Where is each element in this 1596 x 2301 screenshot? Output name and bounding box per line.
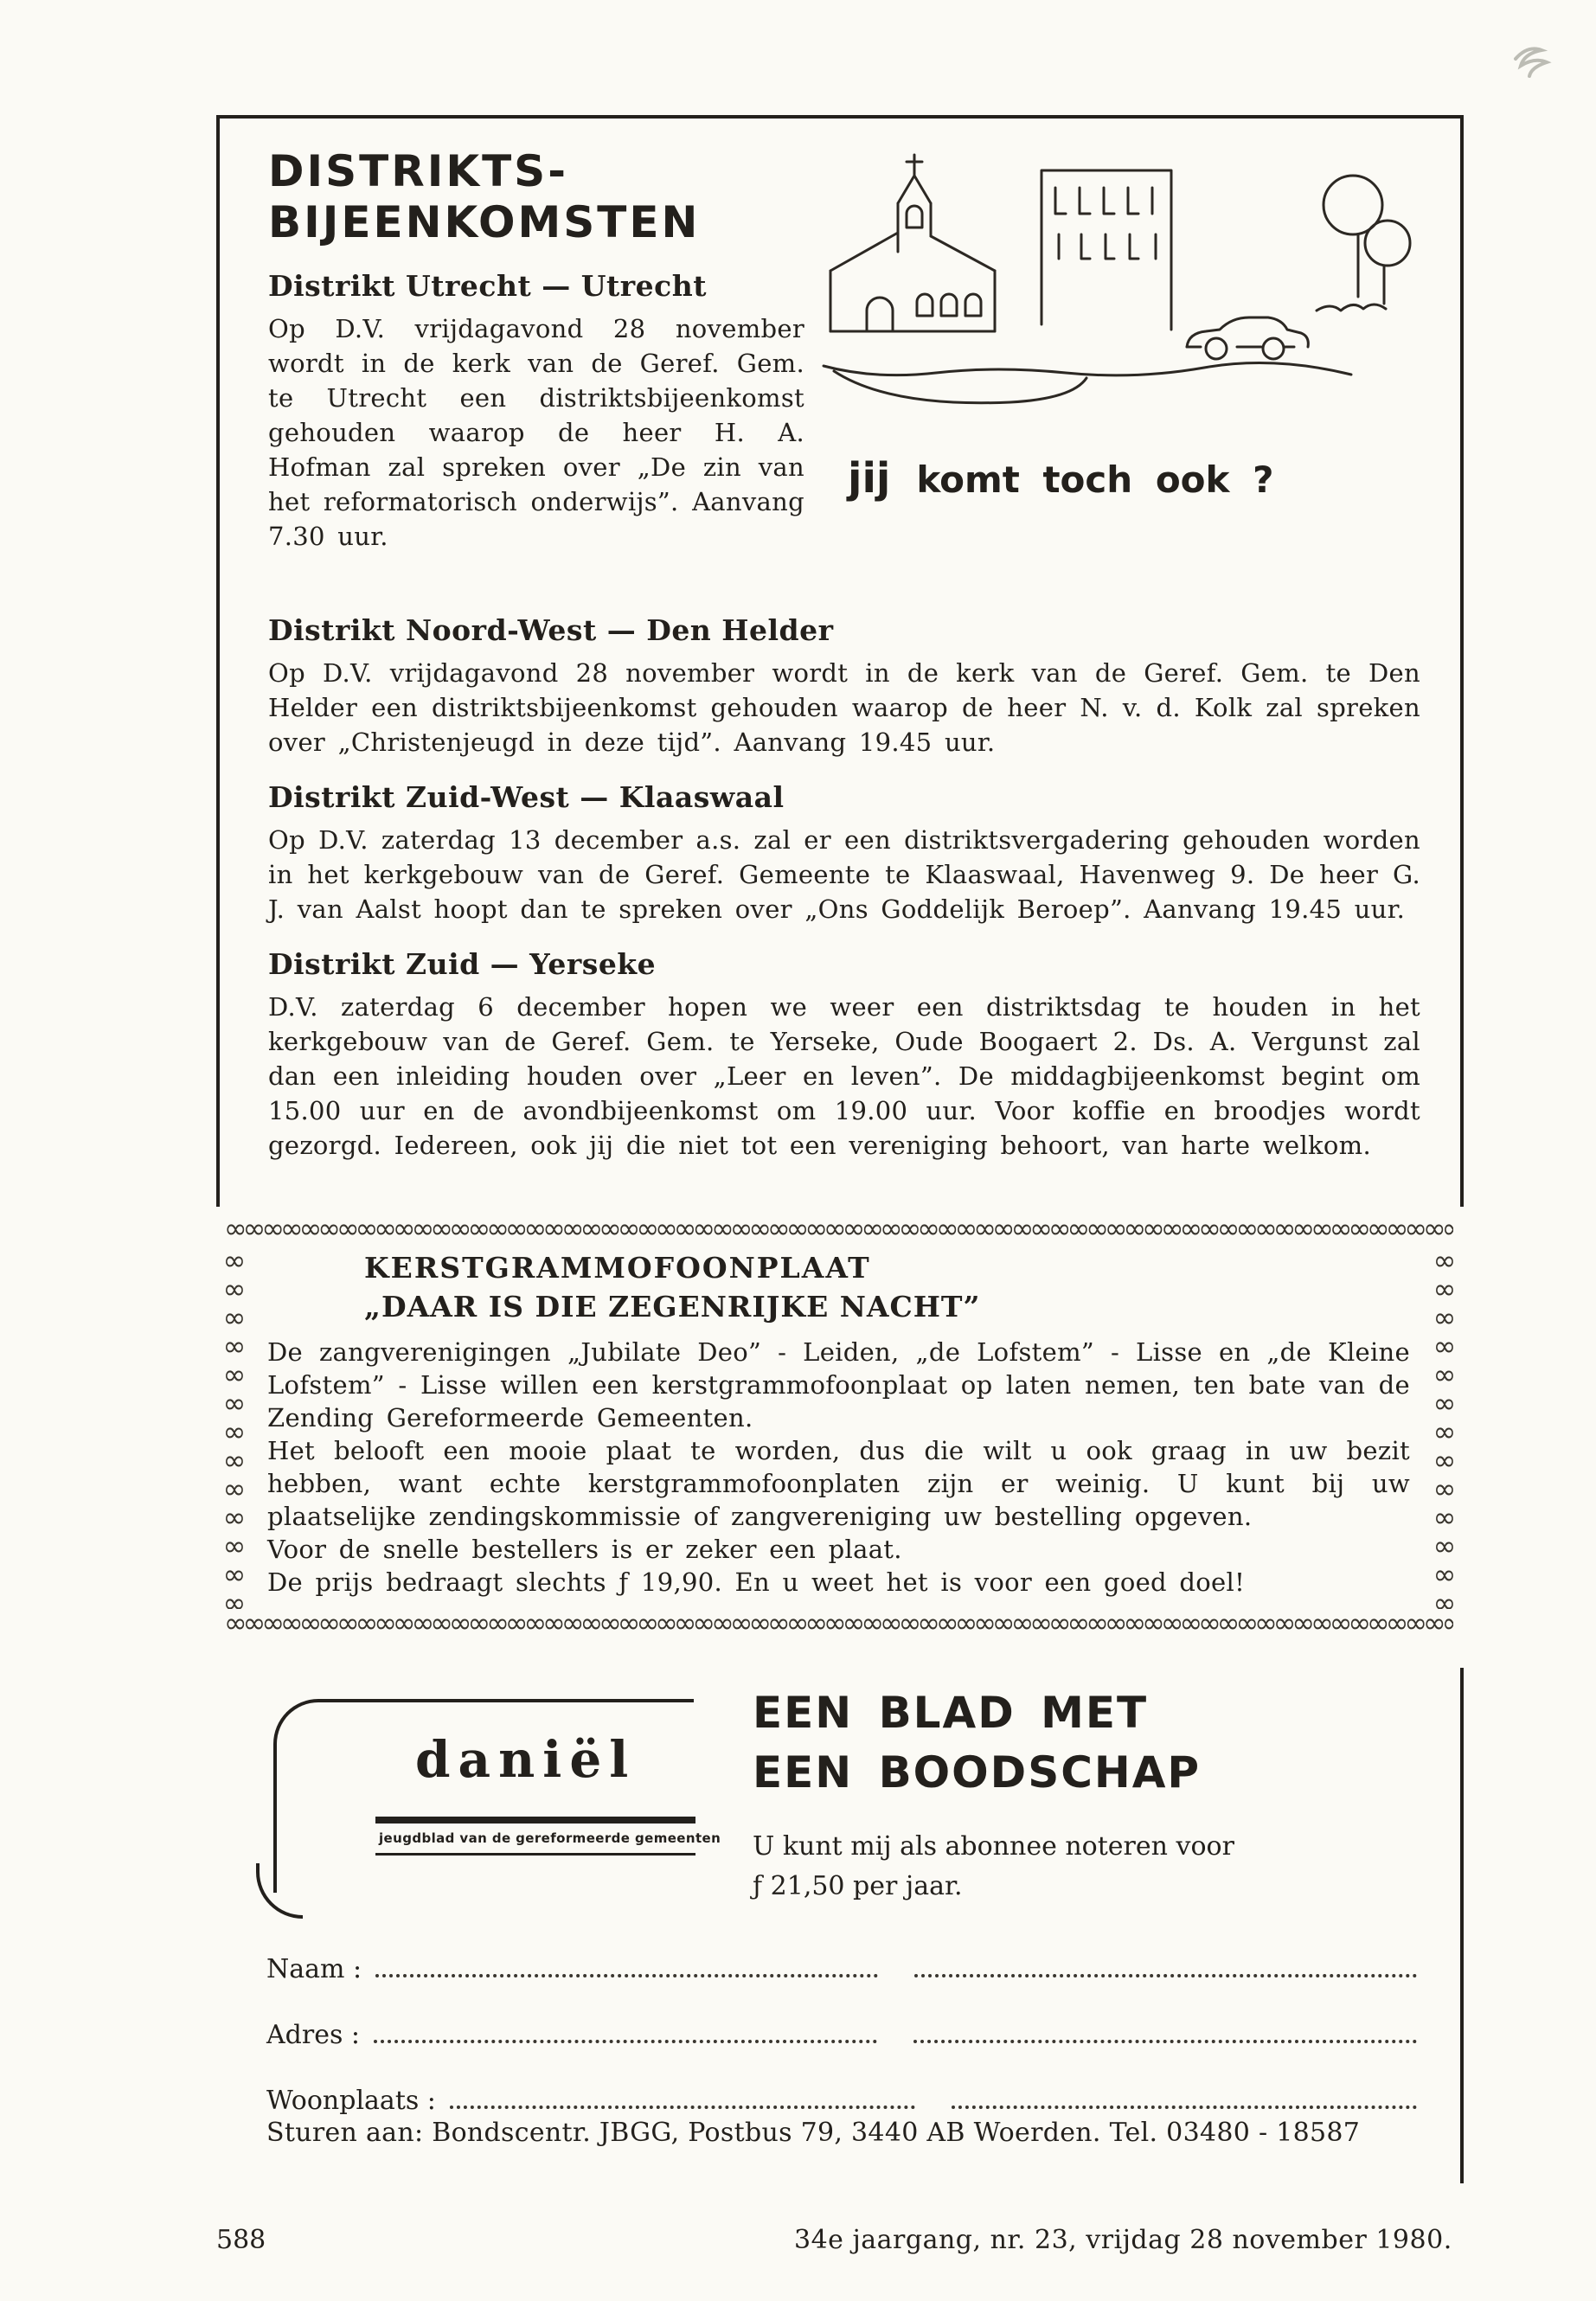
form-label-naam: Naam : — [266, 1954, 362, 1984]
kerst-paragraph-1: De zangverenigingen „Jubilate Deo” - Leiden, „de Lofstem” - Lisse en „de Kleine Lofstem” - Lisse willen een kerstgrammofoonplaat op laten nemen, ten bate van de Zending Gereformeerde Gemeenten. — [267, 1337, 1410, 1433]
form-row-naam — [266, 1920, 1417, 1986]
ad-headline-line1: EEN BLAD MET — [753, 1688, 1149, 1738]
subscription-form — [266, 1920, 1417, 2118]
slogan-word-jij: jij — [848, 454, 891, 503]
chain-border-top — [224, 1213, 1453, 1246]
logo-bracket-bottom — [256, 1863, 303, 1919]
section-heading-den-helder: Distrikt Noord-West — Den Helder — [268, 613, 834, 647]
kerst-paragraph-4: De prijs bedraagt slechts ƒ 19,90. En u weet het is voor een goed doel! — [267, 1567, 1246, 1597]
ad-headline — [753, 1683, 1201, 1803]
chain-border-right — [1427, 1244, 1460, 1609]
chain-border-left — [217, 1244, 250, 1609]
page-number: 588 — [216, 2225, 266, 2255]
districts-title-line2: BIJEENKOMSTEN — [268, 197, 701, 247]
kerst-subtitle: „DAAR IS DIE ZEGENRIJKE NACHT” — [364, 1290, 981, 1324]
kerst-paragraph-3: Voor de snelle bestellers is er zeker een plaat. — [267, 1535, 902, 1564]
kerstgrammofoonplaat-box — [214, 1209, 1464, 1644]
logo-thick-rule — [375, 1817, 695, 1823]
cross-icon — [907, 155, 922, 176]
slogan — [848, 454, 1420, 503]
form-label-woonplaats: Woonplaats : — [266, 2086, 436, 2116]
dotted-line — [913, 2040, 1417, 2043]
logo-bracket-top — [273, 1699, 694, 1893]
section-heading-klaaswaal: Distrikt Zuid-West — Klaaswaal — [268, 780, 785, 814]
kerst-paragraph-2: Het belooft een mooie plaat te worden, dus die wilt u ook graag in uw bezit hebben, want echte kerstgrammofoonplaten zijn er weinig. U kunt bij uw plaatselijke zendingskommissie of zangvereniging uw bestelling opgeven. — [267, 1436, 1410, 1531]
dotted-line — [374, 2040, 877, 2043]
subscribe-line1: U kunt mij als abonnee noteren voor — [753, 1831, 1234, 1862]
section-body-yerseke: D.V. zaterdag 6 december hopen we weer een distriktsdag te houden in het kerkgebouw van de Geref. Gem. te Yerseke, Oude Boogaert 2. Ds. A. Vergunst zal dan een inleiding houden over „Leer en leven”. De middagbijeenkomst begint om 15.00 uur en de avondbijeenkomst om 19.00 uur. Voor koffie en broodjes wordt gezorgd. Iedereen, ook jij die niet tot een vereniging behoort, van harte welkom. — [268, 992, 1420, 1160]
form-row-woonplaats — [266, 2052, 1417, 2118]
subscribe-text — [753, 1827, 1234, 1907]
slogan-rest: komt toch ook ? — [916, 458, 1274, 501]
daniel-wordmark: daniël — [415, 1730, 637, 1789]
subscribe-line2: ƒ 21,50 per jaar. — [753, 1871, 963, 1901]
kerst-title: KERSTGRAMMOFOONPLAAT — [364, 1251, 871, 1285]
section-heading-utrecht: Distrikt Utrecht — Utrecht — [268, 269, 707, 303]
scan-smudge — [1505, 33, 1566, 85]
daniel-subscription-ad — [216, 1668, 1464, 2183]
districts-title — [268, 146, 804, 248]
ad-headline-line2: EEN BOODSCHAP — [753, 1747, 1202, 1798]
districts-left-column — [268, 146, 804, 554]
dotted-line — [450, 2106, 915, 2109]
section-body-den-helder: Op D.V. vrijdagavond 28 november wordt in de kerk van de Geref. Gem. te Den Helder een distriktsbijeenkomst gehouden waarop de heer N. v. d. Kolk zal spreken over „Christenjeugd in deze tijd”. Aanvang 19.45 uur. — [268, 658, 1420, 757]
section-body-utrecht: Op D.V. vrijdagavond 28 november wordt in de kerk van de Geref. Gem. te Utrecht een distriktsbijeenkomst gehouden waarop de heer H. A. Hofman zal spreken over „De zin van het reformatorisch onderwijs”. Aanvang 7.30 uur. — [268, 314, 804, 551]
section-body-klaaswaal: Op D.V. zaterdag 13 december a.s. zal er een distriktsvergadering gehouden worden in het kerkgebouw van de Geref. Gemeente te Klaaswaal, Havenweg 9. De heer G. J. van Aalst hoopt dan te spreken over „Ons Goddelijk Beroep”. Aanvang 19.45 uur. — [268, 825, 1420, 924]
section-heading-yerseke: Distrikt Zuid — Yerseke — [268, 947, 657, 981]
send-to-address: Sturen aan: Bondscentr. JBGG, Postbus 79, 3440 AB Woerden. Tel. 03480 - 18587 — [266, 2118, 1361, 2148]
districts-meetings-box — [216, 115, 1464, 1207]
daniel-logo-subtitle: jeugdblad van de gereformeerde gemeenten — [379, 1830, 721, 1846]
issue-line: 34e jaargang, nr. 23, vrijdag 28 november 1980. — [794, 2225, 1452, 2255]
districts-top-row — [268, 146, 1420, 593]
logo-thin-rule — [375, 1853, 695, 1856]
dotted-line — [952, 2106, 1417, 2109]
dotted-line — [375, 1974, 878, 1977]
districts-title-line1: DISTRIKTS- — [268, 146, 568, 196]
church-illustration — [810, 148, 1420, 414]
chain-border-bottom — [224, 1607, 1453, 1640]
form-label-adres: Adres : — [266, 2020, 361, 2050]
form-row-adres — [266, 1986, 1417, 2052]
illustration-area — [810, 148, 1420, 503]
dotted-line — [914, 1974, 1417, 1977]
